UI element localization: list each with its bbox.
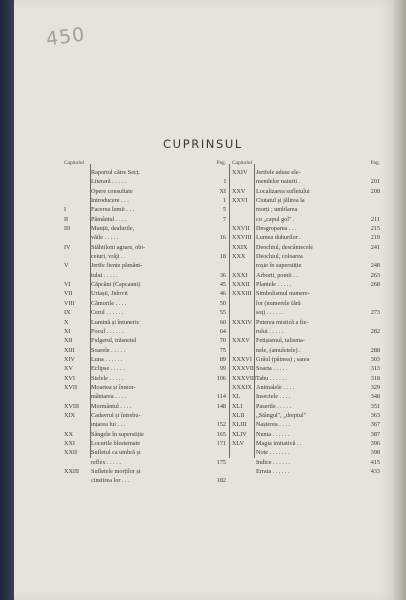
chapter-title: soț) . . . . . . (256, 309, 284, 317)
contents-row (64, 383, 228, 392)
chapter-title: Cămorile . . . . (91, 299, 127, 307)
page-number: 348 (370, 393, 380, 401)
chapter-title: tului . . . . . (91, 271, 118, 279)
page-number: 268 (370, 281, 380, 289)
contents-list-left (64, 168, 228, 486)
chapter-title: Fetișismul, talisma- (256, 337, 305, 345)
page-number: 248 (370, 262, 380, 270)
page-number: 175 (216, 458, 226, 466)
chapter-title: Sufletele morților și (91, 468, 141, 475)
chapter-number: XXXVI (232, 355, 252, 363)
page-number: 263 (370, 271, 380, 279)
chapter-title: roșie în superstiție (256, 262, 302, 270)
book-spine (0, 0, 14, 600)
page-header: Pag. (370, 160, 380, 166)
chapter-number: VI (64, 281, 71, 289)
chapter-title: Stăhiiloni agrare, obi- (91, 243, 146, 251)
chapter-title: cu „capul gol" . (256, 215, 295, 223)
page-number: 45 (219, 281, 226, 289)
chapter-number: XXXI (232, 271, 248, 279)
chapter-title: Cerul . . . . . . (91, 309, 124, 317)
page-header: Pag. (216, 160, 226, 166)
chapter-number: X (64, 318, 69, 326)
contents-row (64, 196, 228, 205)
chapter-header: Capitolul (232, 160, 253, 166)
page-number: 201 (370, 178, 380, 186)
page-number: I (223, 178, 226, 186)
contents-row (64, 215, 228, 224)
contents-row (64, 439, 228, 448)
page-number: XI (219, 187, 226, 195)
chapter-title: Soarele . . . . . (91, 346, 126, 354)
chapter-title: Animalele . . . . (256, 383, 295, 391)
chapter-title: Insectele . . . . (256, 393, 291, 401)
contents-row (64, 261, 228, 270)
contents-row (64, 355, 228, 364)
chapter-title: lor (numerele fără (256, 299, 301, 307)
chapter-title: Luna . . . . . . (91, 355, 123, 363)
chapter-number: XXIII (64, 468, 80, 475)
contents-row (64, 402, 228, 411)
contents-row (64, 299, 228, 308)
contents-row (64, 308, 228, 317)
chapter-number: XVI (64, 374, 75, 382)
contents-row (64, 374, 228, 383)
page-number: 106 (216, 374, 226, 382)
chapter-number: I (64, 206, 67, 214)
contents-row (232, 467, 382, 476)
chapter-number: IX (64, 309, 71, 317)
contents-row (64, 467, 228, 476)
contents-row (64, 224, 228, 233)
chapter-title: Arborii, pomii . . (256, 271, 298, 279)
chapter-title: Deochiul, coloarea (256, 253, 303, 261)
chapter-title: Fulgerul, trăsnetul (91, 337, 137, 345)
contents-row (64, 411, 228, 420)
chapter-title: Facerea lumii . . . (91, 206, 135, 214)
chapter-title: mendelor naturii . (256, 178, 301, 186)
chapter-number: XXVIII (232, 234, 252, 242)
page-number: 46 (219, 290, 226, 298)
chapter-title: Eclipse . . . . . (91, 365, 125, 373)
contents-row (64, 289, 228, 298)
chapter-number: XXXVIII (232, 374, 257, 382)
page-number: 241 (370, 243, 380, 251)
chapter-number: V (64, 262, 69, 270)
chapter-number: XLIV (232, 430, 247, 438)
chapter-number: VII (64, 290, 73, 298)
chapter-number: XIII (64, 346, 75, 354)
chapter-title: nele, (amuletele) . (256, 346, 301, 354)
chapter-number: XXV (232, 187, 246, 195)
chapter-number: III (64, 225, 71, 233)
chapter-number: XX (64, 430, 73, 438)
contents-row (64, 364, 228, 373)
chapter-title: Errata . . . . . . (256, 468, 290, 475)
page-number: 36 (219, 271, 226, 279)
chapter-title: Magia imitativă . . (256, 439, 302, 447)
chapter-title: Plantele . . . . . (256, 281, 292, 289)
chapter-title: Indice . . . . . . (256, 458, 291, 466)
chapter-number: XXXII (232, 281, 250, 289)
contents-row (64, 336, 228, 345)
chapter-number: VIII (64, 299, 75, 307)
page-number: 215 (370, 225, 380, 233)
chapter-title: Localizarea sufletului (256, 187, 310, 195)
contents-row (64, 233, 228, 242)
page-number: 114 (216, 393, 226, 401)
chapter-title: Note . . . . . . . (256, 449, 290, 457)
contents-row (64, 252, 228, 261)
page-number: 313 (370, 365, 380, 373)
page-number: 7 (222, 215, 226, 223)
chapter-number: XXVII (232, 225, 250, 233)
chapter-number: XXXV (232, 337, 250, 345)
chapter-number: XXII (64, 449, 78, 457)
chapter-title: Desgroparea . . . (256, 225, 297, 233)
page-title: CUPRINSUL (163, 137, 243, 151)
page-number: 182 (216, 477, 226, 485)
chapter-title: Sângele în superstiție (91, 430, 144, 438)
page-number: 363 (370, 411, 380, 419)
chapter-number: XL (232, 393, 241, 401)
chapter-title: Opere consultate (91, 187, 133, 195)
chapter-number: IV (64, 243, 71, 251)
chapter-number: XXXIX (232, 383, 252, 391)
contents-row (64, 177, 228, 186)
chapter-title: Uriașii, Jidovii (91, 290, 128, 298)
page-number: 60 (219, 318, 226, 326)
contents-row (232, 458, 382, 467)
chapter-title: rului . . . . . (256, 327, 284, 335)
chapter-title: Pământul . . . . (91, 215, 127, 223)
page-number: 152 (216, 421, 226, 429)
page-number: 165 (216, 430, 226, 438)
page-number: 282 (370, 327, 380, 335)
chapter-title: Mormântul . . . . (91, 402, 132, 410)
page-number: 415 (370, 458, 380, 466)
chapter-title: Simbolismul numere- (256, 290, 310, 298)
chapter-title: Lumină și întuneric (91, 318, 140, 326)
chapter-title: Stelele . . . . . (91, 374, 124, 382)
page-number: 55 (219, 309, 226, 317)
chapter-number: XI (64, 327, 71, 335)
contents-row (64, 420, 228, 429)
chapter-title: ceiuri, vrăji . . (91, 253, 126, 261)
chapter-number: XXXIII (232, 290, 252, 298)
chapter-number: XIX (64, 411, 75, 419)
page-number: 89 (219, 355, 226, 363)
page-number: 398 (370, 449, 380, 457)
page-number: 387 (370, 430, 380, 438)
page-number: 433 (370, 468, 380, 475)
page-number: 303 (370, 355, 380, 363)
contents-row (64, 392, 228, 401)
chapter-number: XXXVII (232, 365, 254, 373)
chapter-title: mântarea . . . . (91, 393, 127, 401)
chapter-title: văile . . . . . (91, 234, 119, 242)
contents-row (64, 280, 228, 289)
chapter-title: Sufletul ca umbră și (91, 449, 141, 457)
chapter-number: XLIII (232, 421, 247, 429)
contents-column-left (64, 158, 228, 485)
contents-row (64, 476, 228, 485)
chapter-title: Soarta . . . . . (256, 365, 288, 373)
chapter-number: XIV (64, 355, 75, 363)
page-number: 351 (370, 402, 380, 410)
chapter-number: XXIV (232, 169, 248, 176)
chapter-number: XVII (64, 383, 78, 391)
page-number: 50 (219, 299, 226, 307)
column-divider (90, 164, 91, 458)
chapter-number: XXX (232, 253, 246, 261)
handwritten-note: 450 (44, 23, 87, 51)
chapter-number: XXXIV (232, 318, 252, 326)
chapter-title: Focul . . . . . . (91, 327, 124, 335)
chapter-number: XV (64, 365, 73, 373)
contents-row (64, 205, 228, 214)
contents-row (64, 448, 228, 457)
chapter-number: XXVI (232, 197, 248, 205)
page-number: 148 (216, 402, 226, 410)
chapter-title: Moartea și înmor- (91, 383, 136, 391)
column-divider (229, 164, 230, 458)
chapter-title: Introducere . . . (91, 197, 129, 205)
page-number: 99 (219, 365, 226, 373)
chapter-title: Ciutatul și jălirea la (256, 197, 305, 205)
contents-row (64, 168, 228, 177)
chapter-title: Puterea mistică a fie- (256, 318, 309, 326)
page-number: 64 (219, 327, 226, 335)
table-of-contents (64, 158, 380, 485)
chapter-header: Capitolul (64, 160, 85, 166)
page-number: 171 (216, 439, 226, 447)
page-number: 70 (219, 337, 226, 345)
chapter-title: Jertfe fiente pământ- (91, 262, 143, 270)
chapter-number: XLII (232, 411, 245, 419)
chapter-number: XLV (232, 439, 245, 447)
chapter-title: „Stângul", „dreptul" (256, 411, 307, 419)
chapter-number: XXI (64, 439, 75, 447)
contents-row (64, 458, 228, 467)
page-number: 367 (370, 421, 380, 429)
contents-row (64, 243, 228, 252)
page-number: 318 (370, 374, 380, 382)
column-divider (254, 164, 255, 458)
chapter-title: Paserile . . . . . (256, 402, 292, 410)
page-number: 1 (222, 197, 226, 205)
page-number: 208 (370, 187, 380, 195)
chapter-title: Literară . . . . . (91, 178, 127, 186)
chapter-title: reflex . . . . . (91, 458, 121, 466)
chapter-title: Tabu . . . . . . (256, 374, 287, 382)
contents-row (64, 187, 228, 196)
chapter-title: Căpcăni (Capcauni) (91, 281, 141, 289)
chapter-number: XII (64, 337, 73, 345)
chapter-number: II (64, 215, 69, 223)
page-number: 396 (370, 439, 380, 447)
chapter-number: XXIX (232, 243, 248, 251)
contents-row (64, 327, 228, 336)
chapter-number: XLI (232, 402, 243, 410)
column-header (64, 158, 228, 168)
page-number: 329 (370, 383, 380, 391)
contents-row (64, 430, 228, 439)
chapter-number: XVIII (64, 402, 80, 410)
chapter-title: cinstirea lor . . . (91, 477, 130, 485)
page-number: 5 (222, 206, 226, 214)
chapter-title: Deochiul, descântecele (256, 243, 314, 251)
page-number: 219 (370, 234, 380, 242)
chapter-title: Locurile blestemate (91, 439, 140, 447)
contents-row (64, 318, 228, 327)
page-number: 288 (370, 346, 380, 354)
page-number: 75 (219, 346, 226, 354)
contents-row (64, 271, 228, 280)
chapter-title: Jertfele aduse ele- (256, 169, 301, 176)
chapter-title: Lumea duhurilor . (256, 234, 301, 242)
page-number: 211 (370, 215, 380, 223)
page-number: 16 (219, 234, 226, 242)
chapter-title: Raportul către Secț. (91, 169, 140, 176)
chapter-title: Munții, dealurile, (91, 225, 135, 233)
page-number: 18 (219, 253, 226, 261)
contents-row (64, 346, 228, 355)
chapter-title: Grâul (pâinea) ; sarea (256, 355, 310, 363)
chapter-title: Nașterea . . . . (256, 421, 291, 429)
page-number: 273 (370, 309, 380, 317)
chapter-title: ințarea lui . . . (91, 421, 126, 429)
chapter-title: Nunta . . . . . . (256, 430, 290, 438)
chapter-title: Cadavrul și întrebu- (91, 411, 141, 419)
chapter-title: morți ; umblarea (256, 206, 298, 214)
